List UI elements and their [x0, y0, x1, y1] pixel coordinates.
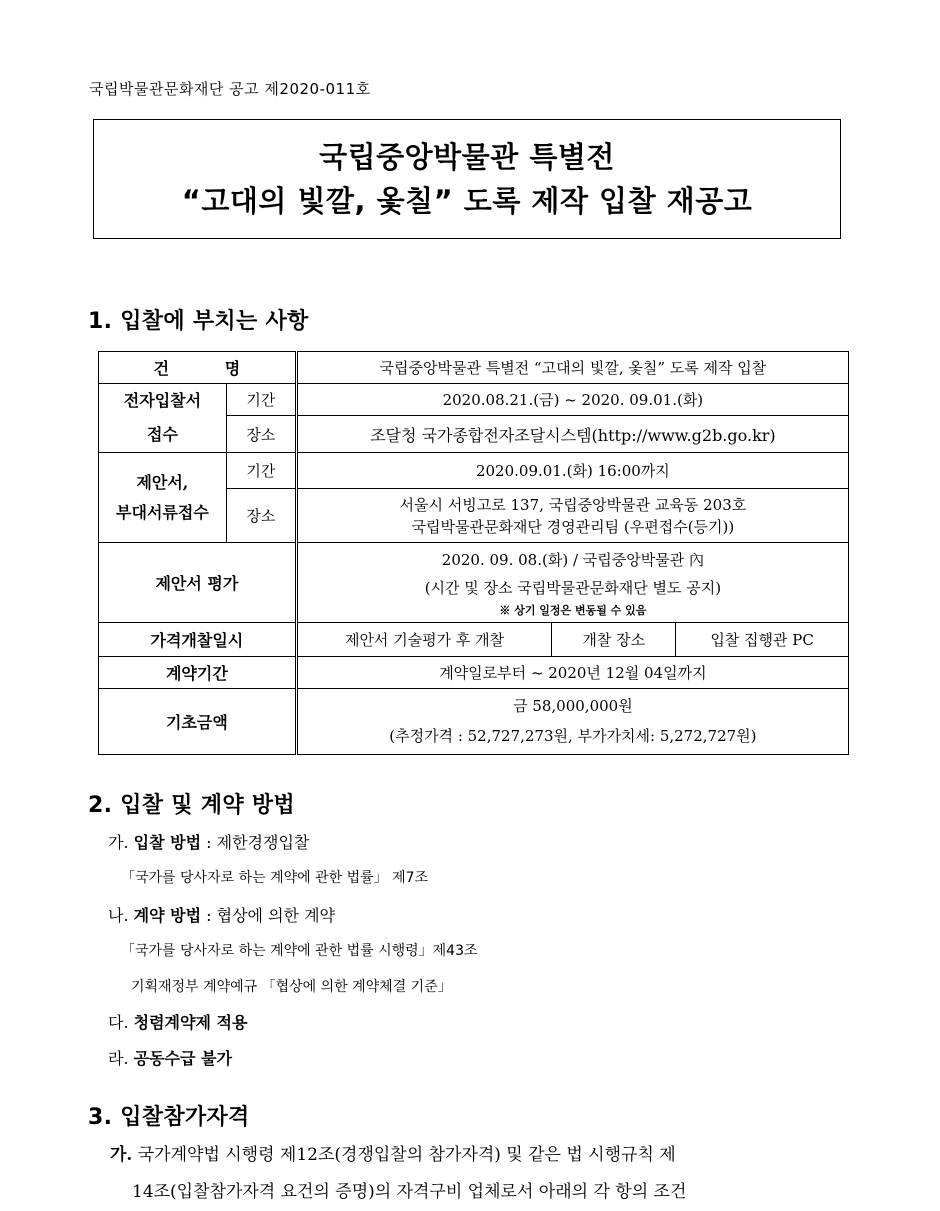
base-amount-label: 기초금액	[99, 689, 297, 755]
item-3a-line-1: 국가계약법 시행령 제12조(경쟁입찰의 참가자격) 및 같은 법 시행규칙 제	[137, 1145, 676, 1165]
title-line-1: 국립중앙박물관 특별전	[319, 140, 615, 174]
proposal-place-label: 장소	[226, 489, 296, 543]
item-c-bold: 청렴계약제 적용	[133, 1013, 248, 1032]
table-row	[99, 689, 849, 755]
eval-line-1: 2020. 09. 08.(화) / 국립중앙박물관 內	[441, 550, 704, 569]
e-bid-label-2: 접수	[146, 425, 178, 444]
item-b-law-1: 「국가를 당사자로 하는 계약에 관한 법률 시행령」제43조	[121, 943, 478, 959]
e-bid-period: 2020.08.21.(금) ~ 2020. 09.01.(화)	[296, 384, 848, 416]
item-a-rest: : 제한경쟁입찰	[206, 833, 310, 852]
section-2-item-c	[108, 1010, 247, 1033]
section-1-heading: 1. 입찰에 부치는 사항	[88, 309, 309, 334]
table-row	[99, 384, 849, 416]
item-c-prefix: 다.	[108, 1013, 129, 1032]
item-a-bold: 입찰 방법	[133, 833, 202, 852]
e-bid-label	[99, 384, 227, 453]
name-label: 건 명	[99, 352, 297, 384]
proposal-place-1: 서울시 서빙고로 137, 국립중앙박물관 교육동 203호	[399, 495, 747, 514]
proposal-label-2: 부대서류접수	[116, 502, 209, 522]
table-row	[99, 623, 849, 657]
bid-info-table	[98, 351, 849, 755]
table-row	[99, 453, 849, 489]
section-3-heading: 3. 입찰참가자격	[88, 1105, 250, 1130]
proposal-place-2: 국립박물관문화재단 경영관리팀 (우편접수(등기))	[411, 517, 735, 536]
section-3-item-a	[110, 1137, 855, 1211]
name-value: 국립중앙박물관 특별전 “고대의 빛깔, 옻칠” 도록 제작 입찰	[296, 352, 848, 384]
proposal-label	[99, 453, 227, 543]
proposal-place	[296, 489, 848, 543]
item-b-bold: 계약 방법	[133, 906, 202, 925]
proposal-period-label: 기간	[226, 453, 296, 489]
table-row	[99, 657, 849, 689]
item-b-prefix: 나.	[108, 906, 129, 925]
title-line-2: “고대의 빛깔, 옻칠” 도록 제작 입찰 재공고	[181, 184, 753, 218]
e-bid-place: 조달청 국가종합전자조달시스템(http://www.g2b.go.kr)	[296, 416, 848, 453]
contract-period-label: 계약기간	[99, 657, 297, 689]
item-b-rest: : 협상에 의한 계약	[206, 906, 335, 925]
section-2-heading: 2. 입찰 및 계약 방법	[88, 793, 295, 818]
opening-place-label: 개찰 장소	[552, 623, 676, 657]
opening-place-value: 입찰 집행관 PC	[676, 623, 849, 657]
eval-note: ※ 상기 일정은 변동될 수 있음	[499, 603, 647, 617]
section-3-item-a-line-1	[110, 1137, 855, 1174]
base-amount-line-1: 금 58,000,000원	[513, 696, 633, 715]
item-3a-line-2: 14조(입찰참가자격 요건의 증명)의 자격구비 업체로서 아래의 각 항의 조건	[132, 1182, 687, 1202]
proposal-period: 2020.09.01.(화) 16:00까지	[296, 453, 848, 489]
eval-line-2: (시간 및 장소 국립박물관문화재단 별도 공지)	[424, 578, 722, 597]
contract-period-value: 계약일로부터 ~ 2020년 12월 04일까지	[296, 657, 848, 689]
item-d-bold: 공동수급 불가	[133, 1049, 232, 1068]
item-a-law: 「국가를 당사자로 하는 계약에 관한 법률」 제7조	[121, 870, 429, 886]
table-row	[99, 352, 849, 384]
base-amount-value	[296, 689, 848, 755]
base-amount-line-2: (추정가격 : 52,727,273원, 부가가치세: 5,272,727원)	[389, 726, 757, 745]
item-d-prefix: 라.	[108, 1049, 129, 1068]
opening-value: 제안서 기술평가 후 개찰	[296, 623, 552, 657]
section-2-item-b	[108, 903, 335, 926]
eval-value	[296, 543, 848, 623]
e-bid-label-1: 전자입찰서	[123, 391, 202, 410]
item-a-prefix: 가.	[108, 833, 129, 852]
item-3a-prefix: 가.	[110, 1145, 133, 1165]
section-2-item-d	[108, 1046, 232, 1069]
e-bid-period-label: 기간	[226, 384, 296, 416]
opening-label: 가격개찰일시	[99, 623, 297, 657]
title-box	[93, 119, 841, 239]
section-2-item-a	[108, 830, 309, 853]
notice-number: 국립박물관문화재단 공고 제2020-011호	[89, 80, 371, 98]
eval-label: 제안서 평가	[99, 543, 297, 623]
e-bid-place-label: 장소	[226, 416, 296, 453]
table-row	[99, 543, 849, 623]
proposal-label-1: 제안서,	[136, 472, 189, 492]
item-b-law-2: 기획재정부 계약예규 「협상에 의한 계약체결 기준」	[131, 979, 452, 995]
